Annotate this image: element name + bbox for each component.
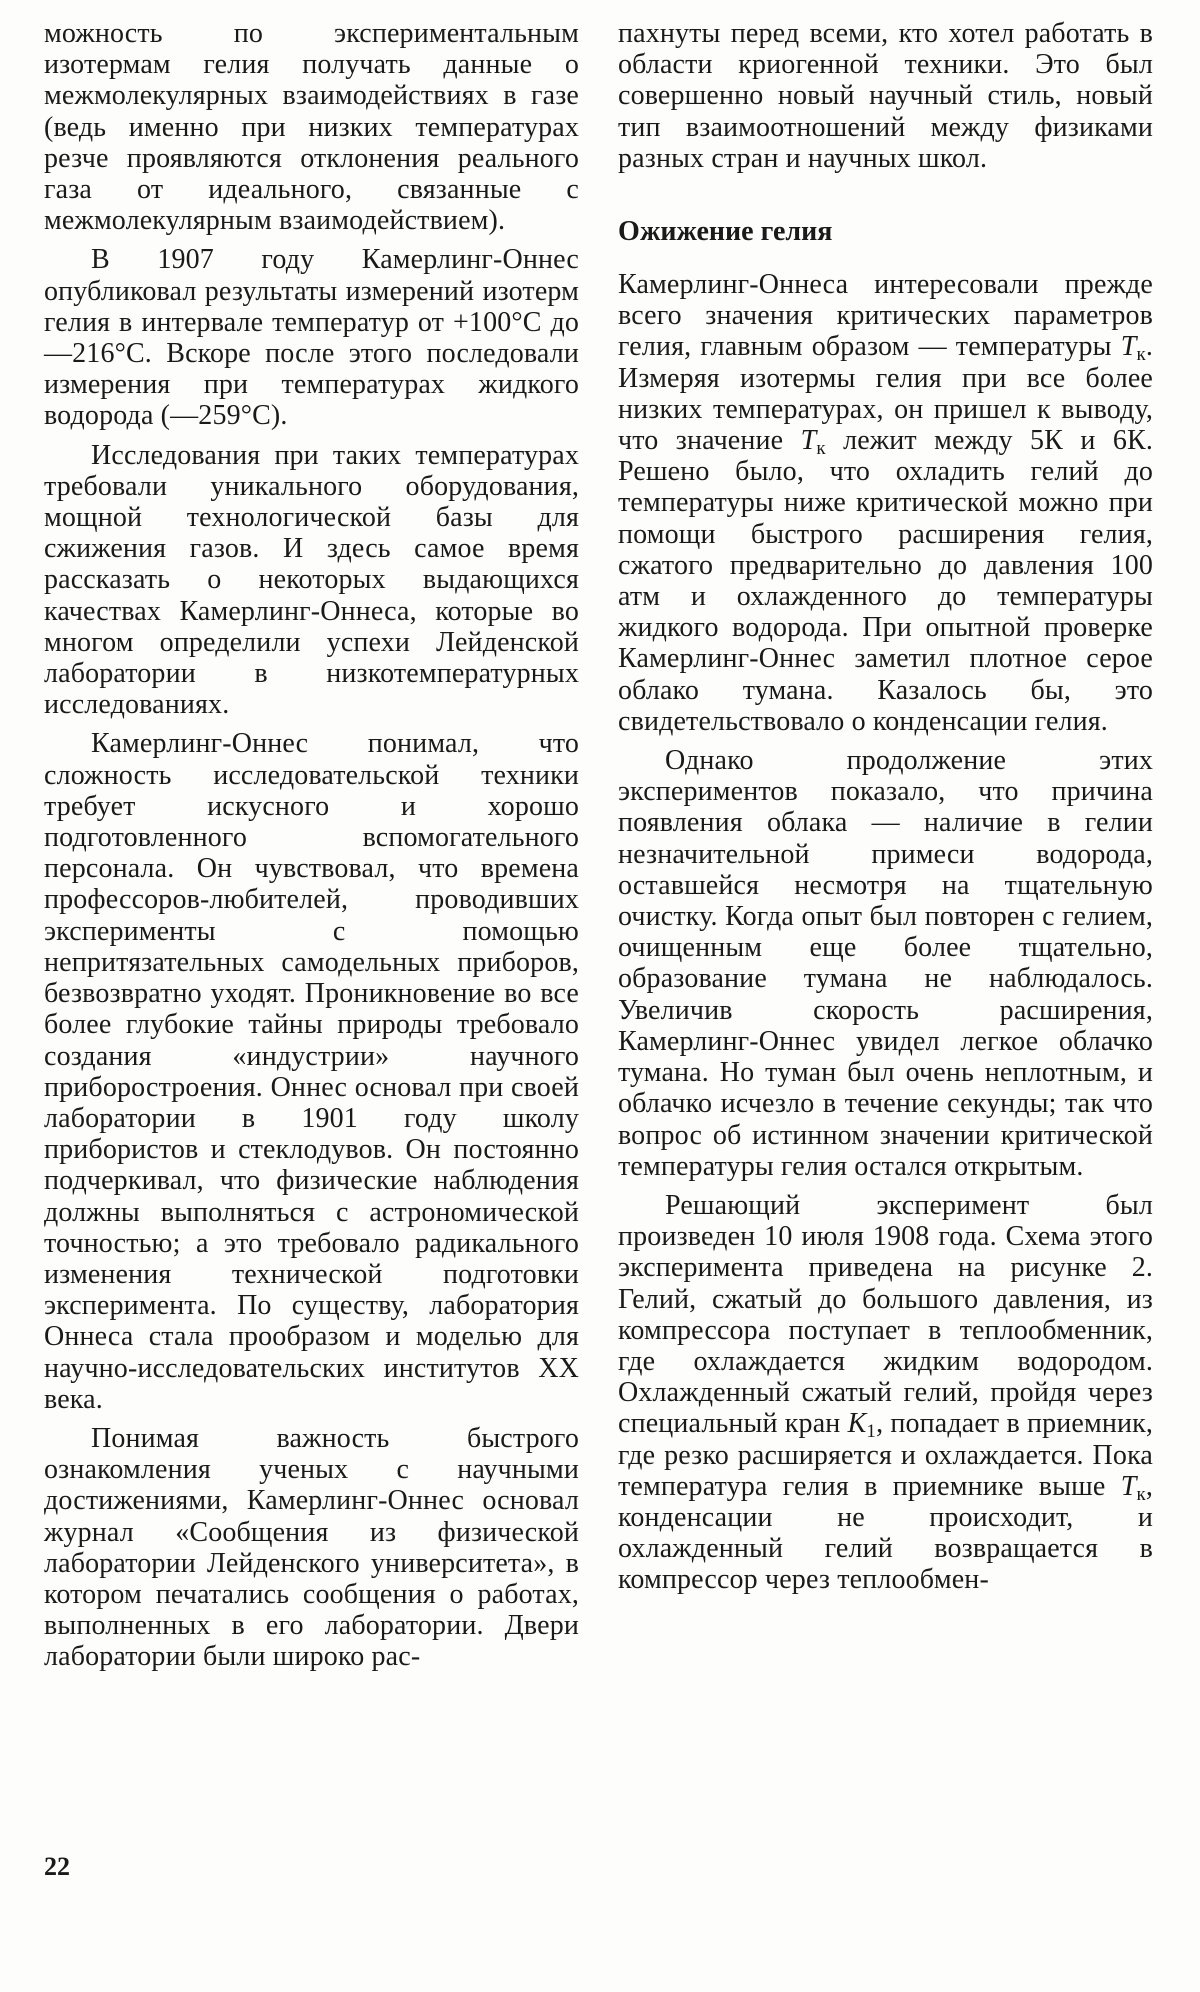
text-run: , попадает в приемник, где резко расширяется и охлаждается. Пока температура гелия в приемнике выше — [618, 1408, 1154, 1502]
text-run: Камерлинг-Оннеса интересовали прежде всего значения критических параметров гелия, главным образом — температуры — [618, 269, 1153, 363]
paragraph: пахнуты перед всеми, кто хотел работать в области криогенной техники. Это был совершенно новый научный стиль, новый тип взаимоотношений между физиками разных стран и научных школ. — [618, 18, 1153, 174]
text-run: лежит между 5К и 6К. Решено было, что охладить гелий до температуры ниже критической можно при помощи быстрого расширения гелия, сжатого предварительно до давления 100 атм и охлажденного до температуры жидкого водорода. При опытной проверке Камерлинг-Оннес заметил плотное серое облако тумана. Казалось бы, это свидетельствовало о конденсации гелия. — [618, 425, 1153, 737]
text-run: , конденсации не происходит, и охлажденный гелий возвращается в компрессор через теплообмен- — [618, 1470, 1153, 1596]
text-run: Решающий эксперимент был произведен 10 июля 1908 года. Схема этого эксперимента приведена на рисунке 2. Гелий, сжатый до большого давления, из компрессора поступает в теплообменник, где охлаждается жидким водородом. Охлажденный сжатый гелий, пройдя через специальный кран — [618, 1189, 1153, 1440]
subscript: к — [816, 438, 826, 460]
paragraph: Понимая важность быстрого ознакомления ученых с научными достижениями, Камерлинг-Оннес основал журнал «Сообщения из физической лаборатории Лейденского университета», в котором печатались сообщения о работах, выполненных в его лаборатории. Двери лаборатории были широко рас- — [44, 1422, 579, 1673]
temperature-symbol: T — [800, 425, 817, 457]
subscript: 1 — [866, 1421, 877, 1443]
paragraph — [618, 269, 1153, 737]
paragraph: Камерлинг-Оннес понимал, что сложность исследовательской техники требует искусного и хорошо подготовленного вспомогательного персонала. Он чувствовал, что времена профессоров-любителей, проводивших эксперименты с помощью непритязательных самодельных приборов, безвозвратно уходят. Проникновение во все более глубокие тайны природы требовало создания «индустрии» научного приборостроения. Оннес основал при своей лаборатории в 1901 году школу прибористов и стеклодувов. Он постоянно подчеркивал, что физические наблюдения должны выполняться с астрономической точностью; а это требовало радикального изменения технической подготовки эксперимента. По существу, лаборатория Оннеса стала прообразом и моделью для научно-исследовательских институтов XX века. — [44, 728, 579, 1415]
valve-symbol: K — [847, 1408, 867, 1440]
subscript: к — [1136, 1483, 1146, 1505]
section-heading: Ожижение гелия — [618, 216, 833, 248]
paragraph: Однако продолжение этих экспериментов показало, что причина появления облака — наличие в гелии незначительной примеси водорода, оставшейся несмотря на тщательную очистку. Когда опыт был повторен с гелием, очищенным еще более тщательно, образование тумана не наблюдалось. Увеличив скорость расширения, Камерлинг-Оннес увидел легкое облачко тумана. Но туман был очень неплотным, и облачко исчезло в течение секунды; так что вопрос об истинном значении критической температуры гелия остался открытым. — [618, 745, 1153, 1182]
left-column — [44, 18, 579, 1681]
paragraph: можность по экспериментальным изотермам гелия получать данные о межмолекулярных взаимодействиях в газе (ведь именно при низких температурах резче проявляются отклонения реального газа от идеального, связанные с межмолекулярным взаимодействием). — [44, 18, 579, 237]
subscript: к — [1136, 344, 1146, 366]
temperature-symbol: T — [1120, 1470, 1137, 1502]
paragraph: Исследования при таких температурах требовали уникального оборудования, мощной технологической базы для сжижения газов. И здесь самое время рассказать о некоторых выдающихся качествах Камерлинг-Оннеса, которые во многом определили успехи Лейденской лаборатории в низкотемпературных исследованиях. — [44, 439, 579, 721]
text-run: . Измеряя изотермы гелия при все более низких температурах, он пришел к выводу, что значение — [618, 331, 1153, 457]
paragraph: В 1907 году Камерлинг-Оннес опубликовал результаты измерений изотерм гелия в интервале температур от +100°С до —216°С. Вскоре после этого последовали измерения при температурах жидкого водорода (—259°С). — [44, 244, 579, 432]
right-column — [618, 18, 1153, 1604]
paragraph — [618, 1190, 1153, 1596]
temperature-symbol: T — [1120, 331, 1137, 363]
page-number: 22 — [44, 1852, 70, 1881]
